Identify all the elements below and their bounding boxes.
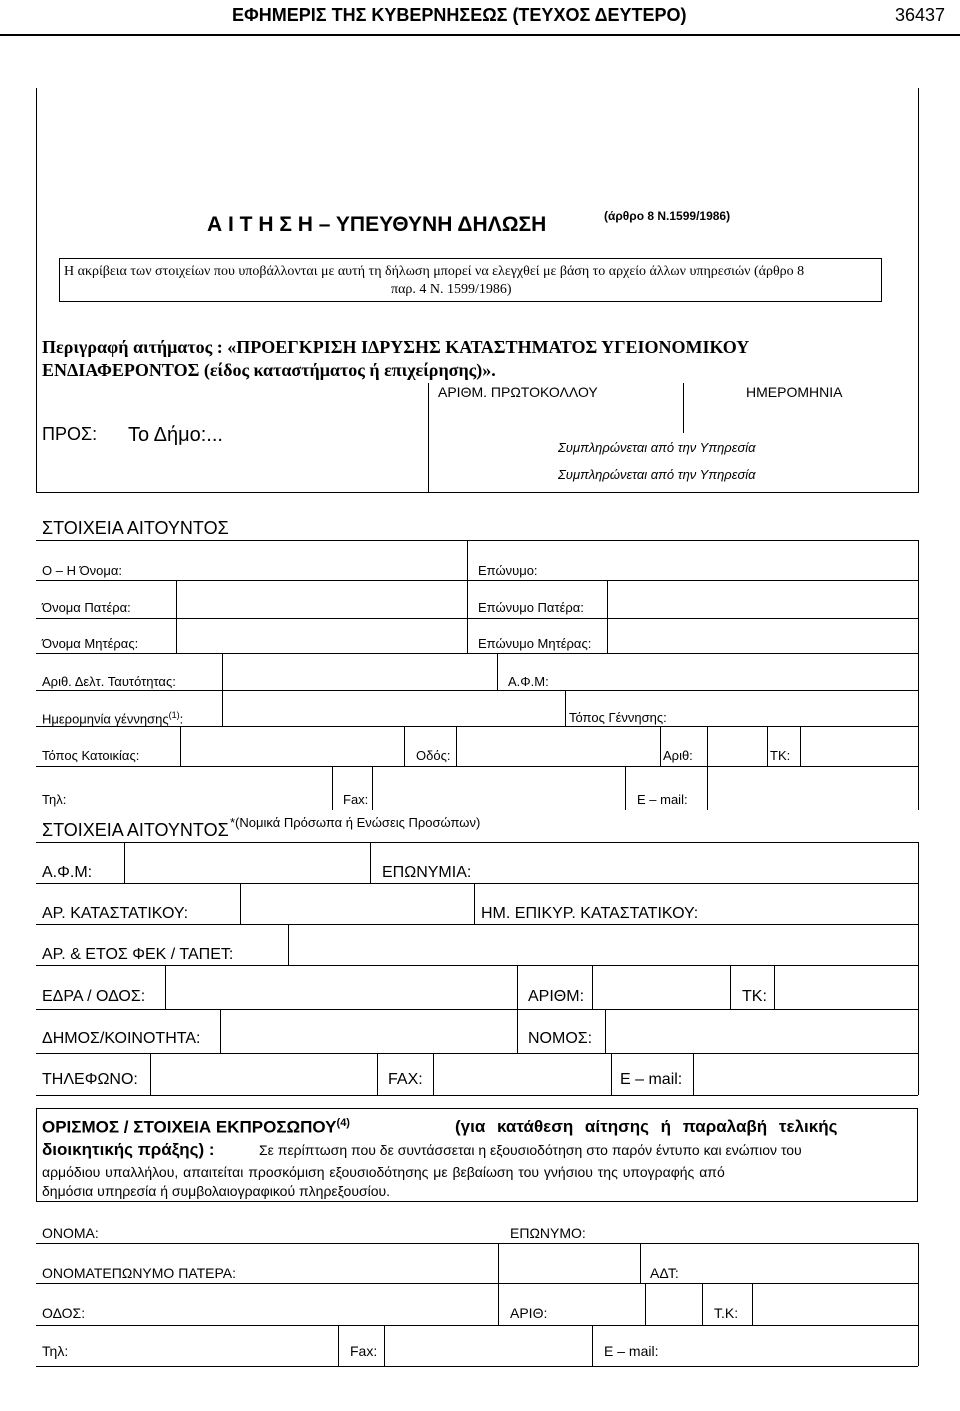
legal-col-line bbox=[730, 965, 731, 1009]
legal-col-line bbox=[150, 1053, 151, 1095]
representative-title bbox=[42, 1117, 350, 1138]
applicant-col-line bbox=[625, 766, 626, 810]
protocol-left-line bbox=[428, 383, 429, 492]
applicant-table-line bbox=[36, 766, 918, 767]
birth-date-field[interactable] bbox=[42, 710, 183, 726]
legal-col-line bbox=[517, 1009, 518, 1053]
rep-col-line bbox=[645, 1283, 646, 1325]
rep-table-line bbox=[36, 1366, 918, 1367]
footnote-4: (4) bbox=[336, 1117, 350, 1129]
phone-field[interactable]: Τηλ: bbox=[42, 792, 67, 807]
representative-title-action: διοικητικής πράξης) : bbox=[42, 1140, 215, 1159]
applicant-name-field[interactable]: Ο – Η Όνομα: bbox=[42, 563, 122, 578]
legal-fax-field[interactable]: FAX: bbox=[388, 1071, 423, 1088]
statute-date-field[interactable]: ΗΜ. ΕΠΙΚΥΡ. ΚΑΤΑΣΤΑΤΙΚΟΥ: bbox=[481, 905, 699, 922]
legal-number-field[interactable]: ΑΡΙΘΜ: bbox=[528, 988, 585, 1005]
legal-phone-field[interactable]: ΤΗΛΕΦΩΝΟ: bbox=[42, 1071, 138, 1088]
page-number: 36437 bbox=[895, 5, 946, 25]
rep-col-line bbox=[702, 1283, 703, 1325]
frame-right-line bbox=[918, 88, 919, 493]
applicant-col-line bbox=[404, 726, 405, 766]
rep-fax-field[interactable]: Fax: bbox=[350, 1343, 378, 1359]
number-field[interactable]: Αριθ: bbox=[663, 748, 693, 763]
applicant-col-line bbox=[707, 726, 708, 766]
birth-date-colon: : bbox=[179, 711, 184, 727]
legal-col-line bbox=[605, 1009, 606, 1053]
prefecture-field[interactable]: ΝΟΜΟΣ: bbox=[528, 1030, 593, 1047]
legal-table-right bbox=[918, 842, 919, 1095]
applicant-table-line bbox=[36, 580, 918, 581]
legal-email-field[interactable]: Ε – mail: bbox=[620, 1071, 683, 1088]
notice-line-1: Η ακρίβεια των στοιχείων που υποβάλλονται με αυτή τη δήλωση μπορεί να ελεγχθεί με βάση το αρχείο άλλων υπηρεσιών (άρθρο 8 bbox=[64, 264, 805, 279]
applicant-col-line bbox=[497, 653, 498, 690]
applicant-afm-field[interactable]: Α.Φ.Μ: bbox=[508, 674, 549, 689]
applicant-table-line bbox=[36, 618, 918, 619]
representative-text-3: δημόσια υπηρεσία ή συμβολαιογραφικού πληρεξουσίου. bbox=[42, 1183, 391, 1199]
applicant-table-right bbox=[918, 540, 919, 810]
legal-col-line bbox=[165, 965, 166, 1009]
legal-col-line bbox=[474, 883, 475, 924]
legal-afm-field[interactable]: Α.Φ.Μ: bbox=[42, 864, 93, 881]
rep-email-field[interactable]: Ε – mail: bbox=[604, 1343, 659, 1359]
rep-col-line bbox=[498, 1243, 499, 1283]
rep-col-line bbox=[498, 1283, 499, 1325]
legal-name-field[interactable]: ΕΠΩΝΥΜΙΑ: bbox=[382, 864, 472, 881]
date-label: ΗΜΕΡΟΜΗΝΙΑ bbox=[746, 384, 843, 400]
legal-col-line bbox=[288, 924, 289, 965]
filled-by-service-1: Συμπληρώνεται από την Υπηρεσία bbox=[558, 440, 756, 455]
legal-col-line bbox=[377, 1053, 378, 1095]
protocol-divider-line bbox=[683, 383, 684, 433]
legal-table-line bbox=[36, 1095, 918, 1096]
birth-date-label: Ημερομηνία γέννησης bbox=[42, 711, 169, 727]
applicant-table-line bbox=[36, 540, 918, 541]
recipient-bottom-line bbox=[36, 492, 918, 493]
statute-number-field[interactable]: ΑΡ. ΚΑΤΑΣΤΑΤΙΚΟΥ: bbox=[42, 905, 189, 922]
legal-table-line bbox=[36, 1009, 918, 1010]
applicant-col-line bbox=[565, 690, 566, 726]
applicant-col-line bbox=[180, 726, 181, 766]
legal-col-line bbox=[220, 1009, 221, 1053]
mother-surname-field[interactable]: Επώνυμο Μητέρας: bbox=[478, 636, 592, 651]
rep-col-line bbox=[384, 1325, 385, 1366]
rep-table-right bbox=[918, 1243, 919, 1366]
rep-col-line bbox=[752, 1283, 753, 1325]
rep-table-line bbox=[36, 1325, 918, 1326]
residence-field[interactable]: Τόπος Κατοικίας: bbox=[42, 748, 140, 763]
notice-line-2: παρ. 4 Ν. 1599/1986) bbox=[391, 282, 512, 297]
rep-postal-code-field[interactable]: Τ.Κ: bbox=[714, 1305, 739, 1321]
legal-table-line bbox=[36, 965, 918, 966]
footnote-1: (1) bbox=[168, 710, 180, 720]
rep-father-fullname-field[interactable]: ΟΝΟΜΑΤΕΠΩΝΥΜΟ ΠΑΤΕΡΑ: bbox=[42, 1265, 237, 1281]
filled-by-service-2: Συμπληρώνεται από την Υπηρεσία bbox=[558, 467, 756, 482]
applicant-heading: ΣΤΟΙΧΕΙΑ ΑΙΤΟΥΝΤΟΣ bbox=[42, 518, 229, 538]
representative-text-2: αρμόδιου υπαλλήλου, απαιτείται προσκόμιση εξουσιοδότησης με βεβαίωση του γνήσιου της υπογραφής από bbox=[42, 1164, 725, 1180]
applicant-col-line bbox=[332, 766, 333, 810]
gazette-title: ΕΦΗΜΕΡΙΣ ΤΗΣ ΚΥΒΕΡΝΗΣΕΩΣ (ΤΕΥΧΟΣ ΔΕΥΤΕΡΟ) bbox=[232, 5, 687, 25]
form-title: Α Ι Τ Η Σ Η – ΥΠΕΥΘΥΝΗ ΔΗΛΩΣΗ bbox=[207, 213, 547, 236]
legal-heading: ΣΤΟΙΧΕΙΑ ΑΙΤΟΥΝΤΟΣ bbox=[42, 820, 229, 840]
father-name-field[interactable]: Όνομα Πατέρα: bbox=[42, 600, 131, 615]
mother-name-field[interactable]: Όνομα Μητέρας: bbox=[42, 636, 139, 651]
applicant-col-line bbox=[707, 766, 708, 810]
frame-left-line bbox=[36, 88, 37, 493]
form-title-ref: (άρθρο 8 Ν.1599/1986) bbox=[604, 209, 731, 223]
rep-col-line bbox=[640, 1243, 641, 1283]
rep-id-field[interactable]: ΑΔΤ: bbox=[650, 1265, 679, 1281]
rep-col-line bbox=[338, 1325, 339, 1366]
email-field[interactable]: Ε – mail: bbox=[637, 792, 688, 807]
postal-code-field[interactable]: ΤΚ: bbox=[770, 748, 791, 763]
rep-number-field[interactable]: ΑΡΙΘ: bbox=[510, 1305, 548, 1321]
applicant-col-line bbox=[607, 580, 608, 653]
applicant-table-line bbox=[36, 690, 918, 691]
street-field[interactable]: Οδός: bbox=[416, 748, 451, 763]
rep-name-field[interactable]: ΟΝΟΜΑ: bbox=[42, 1225, 99, 1241]
fax-field[interactable]: Fax: bbox=[343, 792, 369, 807]
municipality-field[interactable]: Το Δήμο:... bbox=[128, 424, 223, 446]
applicant-col-line bbox=[372, 766, 373, 810]
legal-col-line bbox=[592, 965, 593, 1009]
legal-col-line bbox=[774, 965, 775, 1009]
legal-heading-note: *(Νομικά Πρόσωπα ή Ενώσεις Προσώπων) bbox=[230, 815, 481, 830]
id-number-field[interactable]: Αριθ. Δελτ. Ταυτότητας: bbox=[42, 674, 176, 689]
father-surname-field[interactable]: Επώνυμο Πατέρα: bbox=[478, 600, 584, 615]
applicant-col-line bbox=[176, 580, 177, 653]
applicant-col-line bbox=[456, 726, 457, 766]
legal-postal-code-field[interactable]: ΤΚ: bbox=[742, 988, 767, 1005]
rep-table-line bbox=[36, 1243, 918, 1244]
legal-col-line bbox=[240, 883, 241, 924]
applicant-surname-field[interactable]: Επώνυμο: bbox=[478, 563, 538, 578]
rep-table-line bbox=[36, 1283, 918, 1284]
applicant-table-line bbox=[36, 653, 918, 654]
protocol-label: ΑΡΙΘΜ. ΠΡΩΤΟΚΟΛΛΟΥ bbox=[438, 384, 598, 400]
legal-col-line bbox=[433, 1053, 434, 1095]
description-line-1: Περιγραφή αιτήματος : «ΠΡΟΕΓΚΡΙΣΗ ΙΔΡΥΣΗΣ ΚΑΤΑΣΤΗΜΑΤΟΣ ΥΓΕΙΟΝΟΜΙΚΟΥ bbox=[42, 337, 750, 357]
applicant-col-line bbox=[800, 726, 801, 766]
legal-table-line bbox=[36, 883, 918, 884]
rep-street-field[interactable]: ΟΔΟΣ: bbox=[42, 1305, 86, 1321]
rep-surname-field[interactable]: ΕΠΩΝΥΜΟ: bbox=[510, 1225, 586, 1241]
legal-col-line bbox=[124, 842, 125, 883]
fek-field[interactable]: ΑΡ. & ΕΤΟΣ ΦΕΚ / ΤΑΠΕΤ: bbox=[42, 946, 234, 963]
legal-table-line bbox=[36, 1053, 918, 1054]
rep-phone-field[interactable]: Τηλ: bbox=[42, 1343, 69, 1359]
seat-street-field[interactable]: ΕΔΡΑ / ΟΔΟΣ: bbox=[42, 988, 146, 1005]
applicant-col-line bbox=[467, 540, 468, 653]
rep-col-line bbox=[592, 1325, 593, 1366]
representative-text-1: Σε περίπτωση που δε συντάσσεται η εξουσιοδότηση στο παρόν έντυπο και ενώπιον του bbox=[259, 1142, 802, 1158]
applicant-col-line bbox=[767, 726, 768, 766]
applicant-col-line bbox=[660, 726, 661, 766]
municipality-community-field[interactable]: ΔΗΜΟΣ/ΚΟΙΝΟΤΗΤΑ: bbox=[42, 1030, 201, 1047]
birth-place-field[interactable]: Τόπος Γέννησης: bbox=[569, 710, 667, 725]
legal-col-line bbox=[693, 1053, 694, 1095]
legal-col-line bbox=[611, 1053, 612, 1095]
legal-table-line bbox=[36, 924, 918, 925]
legal-col-line bbox=[370, 842, 371, 883]
description-line-2: ΕΝΔΙΑΦΕΡΟΝΤΟΣ (είδος καταστήματος ή επιχείρησης)». bbox=[42, 360, 496, 380]
legal-col-line bbox=[517, 965, 518, 1009]
representative-title-text: ΟΡΙΣΜΟΣ / ΣΤΟΙΧΕΙΑ ΕΚΠΡΟΣΩΠΟΥ bbox=[42, 1117, 337, 1137]
representative-title-purpose: (για κατάθεση αίτησης ή παραλαβή τελικής bbox=[455, 1117, 838, 1136]
legal-table-line bbox=[36, 842, 918, 843]
applicant-col-line bbox=[222, 653, 223, 726]
pros-label: ΠΡΟΣ: bbox=[42, 424, 98, 444]
